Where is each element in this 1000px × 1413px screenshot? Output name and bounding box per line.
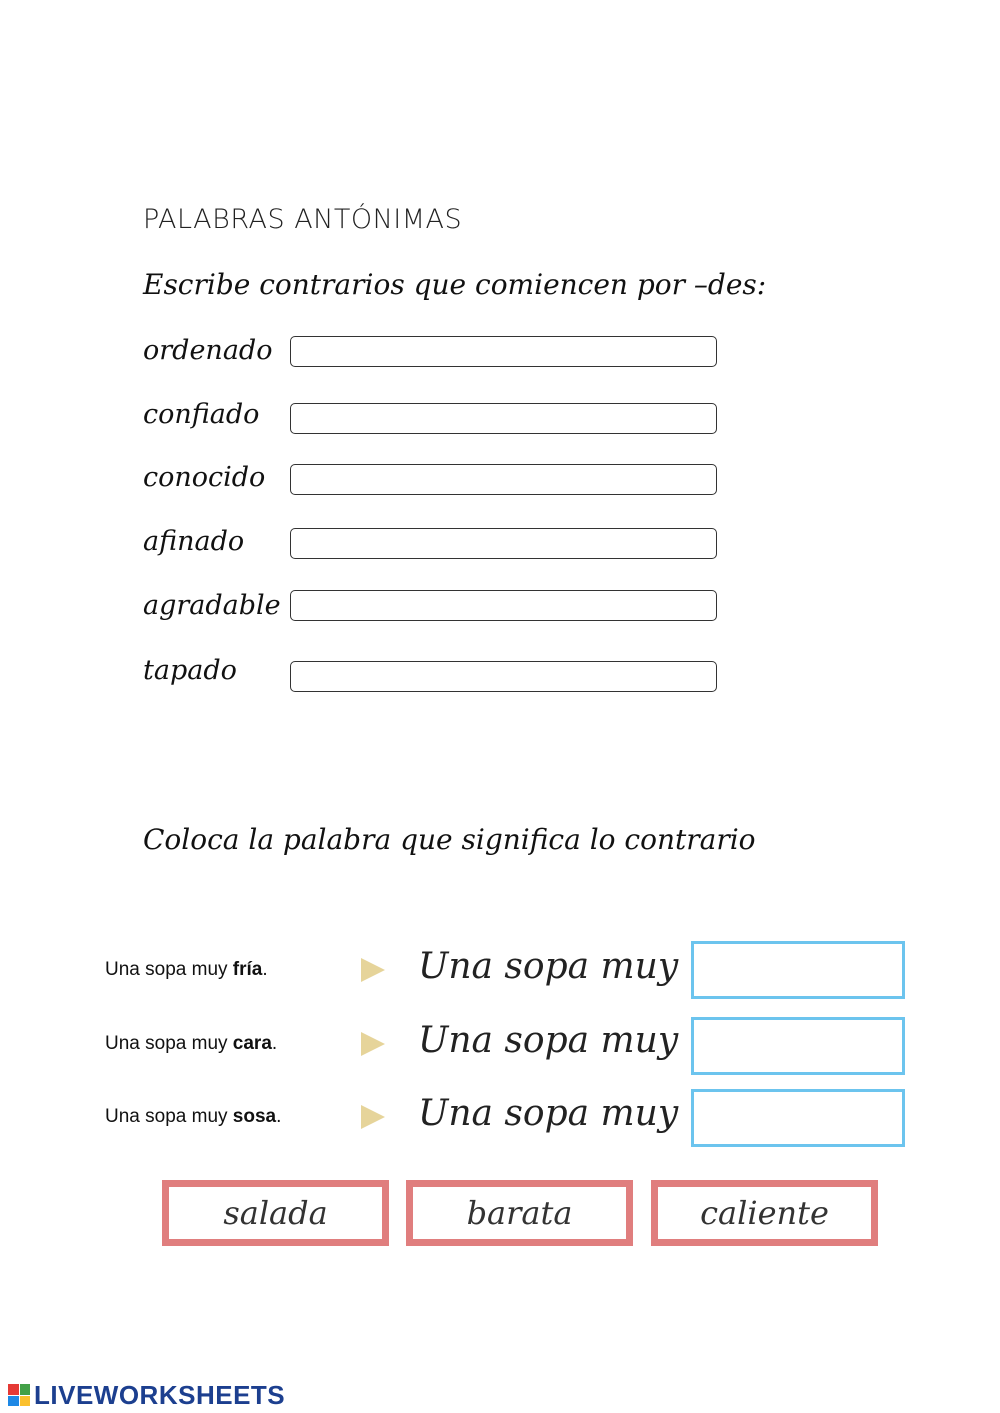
sentence-prompt: Una sopa muy sosa.	[105, 1106, 282, 1127]
handwritten-sentence: Una sopa muy	[418, 946, 679, 987]
word-label: afinado	[143, 526, 245, 557]
arrow-icon	[361, 1032, 385, 1056]
word-label: agradable	[143, 590, 281, 621]
liveworksheets-logo[interactable]	[8, 1380, 285, 1410]
logo-text: LIVEWORKSHEETS	[34, 1379, 286, 1410]
drop-target[interactable]	[691, 1017, 905, 1075]
word-label: confiado	[143, 399, 260, 430]
option-chip-barata[interactable]: barata	[406, 1180, 633, 1246]
word-label: tapado	[143, 655, 237, 686]
option-chip-salada[interactable]: salada	[162, 1180, 389, 1246]
handwritten-sentence: Una sopa muy	[418, 1093, 679, 1134]
answer-input[interactable]	[290, 336, 717, 367]
answer-input[interactable]	[290, 528, 717, 559]
handwritten-sentence: Una sopa muy	[418, 1020, 679, 1061]
answer-input[interactable]	[290, 403, 717, 434]
drop-target[interactable]	[691, 1089, 905, 1147]
instruction-2: Coloca la palabra que significa lo contrario	[143, 823, 756, 856]
sentence-prompt: Una sopa muy cara.	[105, 1033, 278, 1054]
option-chip-caliente[interactable]: caliente	[651, 1180, 878, 1246]
sentence-prompt: Una sopa muy fría.	[105, 959, 268, 980]
answer-input[interactable]	[290, 464, 717, 495]
answer-input[interactable]	[290, 590, 717, 621]
page-title: PALABRAS ANTÓNIMAS	[143, 204, 463, 235]
answer-input[interactable]	[290, 661, 717, 692]
arrow-icon	[361, 958, 385, 982]
instruction-1: Escribe contrarios que comiencen por –des:	[143, 268, 767, 301]
logo-mark-icon	[8, 1384, 30, 1406]
arrow-icon	[361, 1105, 385, 1129]
word-label: conocido	[143, 462, 266, 493]
drop-target[interactable]	[691, 941, 905, 999]
word-label: ordenado	[143, 335, 273, 366]
